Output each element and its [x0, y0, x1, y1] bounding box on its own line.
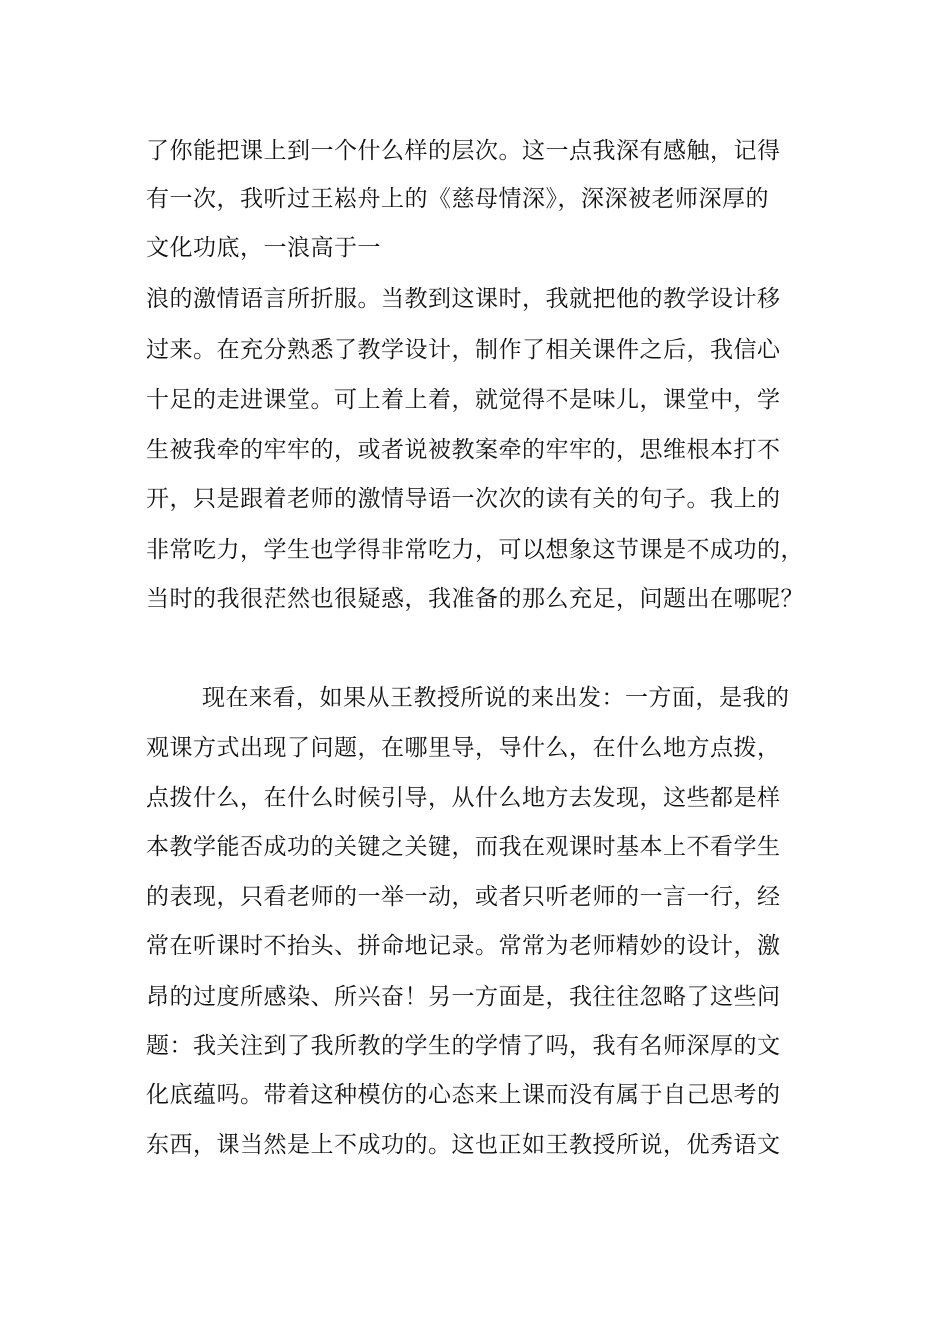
text-line: 昂的过度所感染、所兴奋！另一方面是，我往往忽略了这些问 — [146, 984, 781, 1010]
text-line: 常在听课时不抬头、拼命地记录。常常为老师精妙的设计，激 — [146, 933, 781, 959]
text-line: 开，只是跟着老师的激情导语一次次的读有关的句子。我上的 — [146, 486, 781, 512]
text-line: 东西，课当然是上不成功的。这也正如王教授所说，优秀语文 — [146, 1132, 781, 1158]
text-line: 化底蕴吗。带着这种模仿的心态来上课而没有属于自己思考的 — [146, 1082, 781, 1108]
text-line: 现在来看，如果从王教授所说的来出发：一方面，是我的 — [202, 685, 790, 711]
text-line: 浪的激情语言所折服。当教到这课时，我就把他的教学设计移 — [146, 286, 781, 312]
text-line: 点拨什么，在什么时候引导，从什么地方去发现，这些都是样 — [146, 785, 781, 811]
text-line: 题：我关注到了我所教的学生的学情了吗，我有名师深厚的文 — [146, 1033, 781, 1059]
text-line: 当时的我很茫然也很疑惑，我准备的那么充足，问题出在哪呢？ — [146, 586, 804, 612]
text-line: 观课方式出现了问题，在哪里导，导什么，在什么地方点拨， — [146, 735, 781, 761]
text-line: 文化功底，一浪高于一 — [146, 235, 381, 261]
text-line: 生被我牵的牢牢的，或者说被教案牵的牢牢的，思维根本打不 — [146, 437, 781, 463]
text-line: 本教学能否成功的关键之关键，而我在观课时基本上不看学生 — [146, 834, 781, 860]
text-line: 非常吃力，学生也学得非常吃力，可以想象这节课是不成功的， — [146, 537, 804, 563]
text-line: 过来。在充分熟悉了教学设计，制作了相关课件之后，我信心 — [146, 337, 781, 363]
text-line: 十足的走进课堂。可上着上着，就觉得不是味儿，课堂中，学 — [146, 387, 781, 413]
text-line: 了你能把课上到一个什么样的层次。这一点我深有感触，记得 — [146, 138, 781, 164]
text-line: 有一次，我听过王崧舟上的《慈母情深》，深深被老师深厚的 — [146, 186, 769, 212]
text-line: 的表现，只看老师的一举一动，或者只听老师的一言一行，经 — [146, 884, 781, 910]
